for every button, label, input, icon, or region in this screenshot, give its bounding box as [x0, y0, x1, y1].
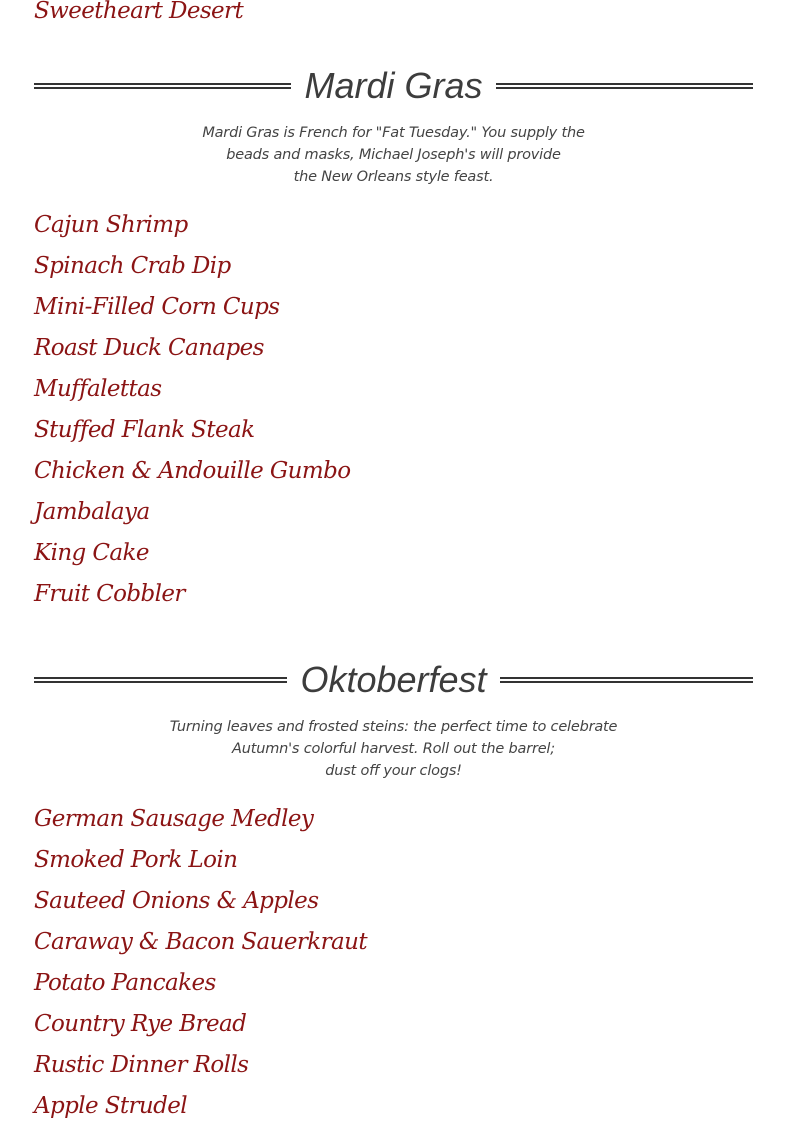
section-heading-row — [34, 660, 753, 700]
intro-line: Autumn's colorful harvest. Roll out the barrel; — [232, 741, 555, 757]
menu-item: Country Rye Bread — [34, 1011, 247, 1037]
menu-item: Smoked Pork Loin — [34, 847, 238, 873]
menu-item: Mini-Filled Corn Cups — [34, 294, 280, 320]
menu-item: German Sausage Medley — [34, 806, 314, 832]
menu-item: Chicken & Andouille Gumbo — [34, 458, 351, 484]
menu-item-list — [34, 205, 753, 615]
menu-item: Caraway & Bacon Sauerkraut — [34, 929, 367, 955]
menu-item: Sauteed Onions & Apples — [34, 888, 319, 914]
section-intro — [34, 122, 753, 188]
menu-item: Sweetheart Desert — [34, 0, 244, 24]
menu-item: Roast Duck Canapes — [34, 335, 264, 361]
menu-section-mardi-gras — [34, 66, 753, 615]
menu-item: Potato Pancakes — [34, 970, 216, 996]
heading-rule-left — [34, 83, 291, 89]
menu-item: Fruit Cobbler — [34, 581, 185, 607]
intro-line: beads and masks, Michael Joseph's will provide — [226, 147, 561, 163]
menu-item: Jambalaya — [34, 499, 150, 525]
menu-section-oktoberfest — [34, 660, 753, 1127]
section-title: Oktoberfest — [300, 659, 487, 700]
menu-item-list — [34, 799, 753, 1127]
intro-line: Mardi Gras is French for "Fat Tuesday." You supply the — [202, 125, 585, 141]
intro-line: the New Orleans style feast. — [293, 169, 494, 185]
menu-item: Rustic Dinner Rolls — [34, 1052, 249, 1078]
intro-line: Turning leaves and frosted steins: the perfect time to celebrate — [169, 719, 618, 735]
menu-item: Muffalettas — [34, 376, 162, 402]
menu-item: Cajun Shrimp — [34, 212, 188, 238]
menu-item: Apple Strudel — [34, 1093, 188, 1119]
heading-rule-right — [500, 677, 753, 683]
section-heading-row — [34, 66, 753, 106]
menu-item: King Cake — [34, 540, 149, 566]
heading-rule-left — [34, 677, 287, 683]
menu-item: Stuffed Flank Steak — [34, 417, 255, 443]
menu-item: Spinach Crab Dip — [34, 253, 231, 279]
intro-line: dust off your clogs! — [325, 763, 462, 779]
heading-rule-right — [496, 83, 753, 89]
section-title: Mardi Gras — [304, 65, 483, 106]
section-intro — [34, 716, 753, 782]
